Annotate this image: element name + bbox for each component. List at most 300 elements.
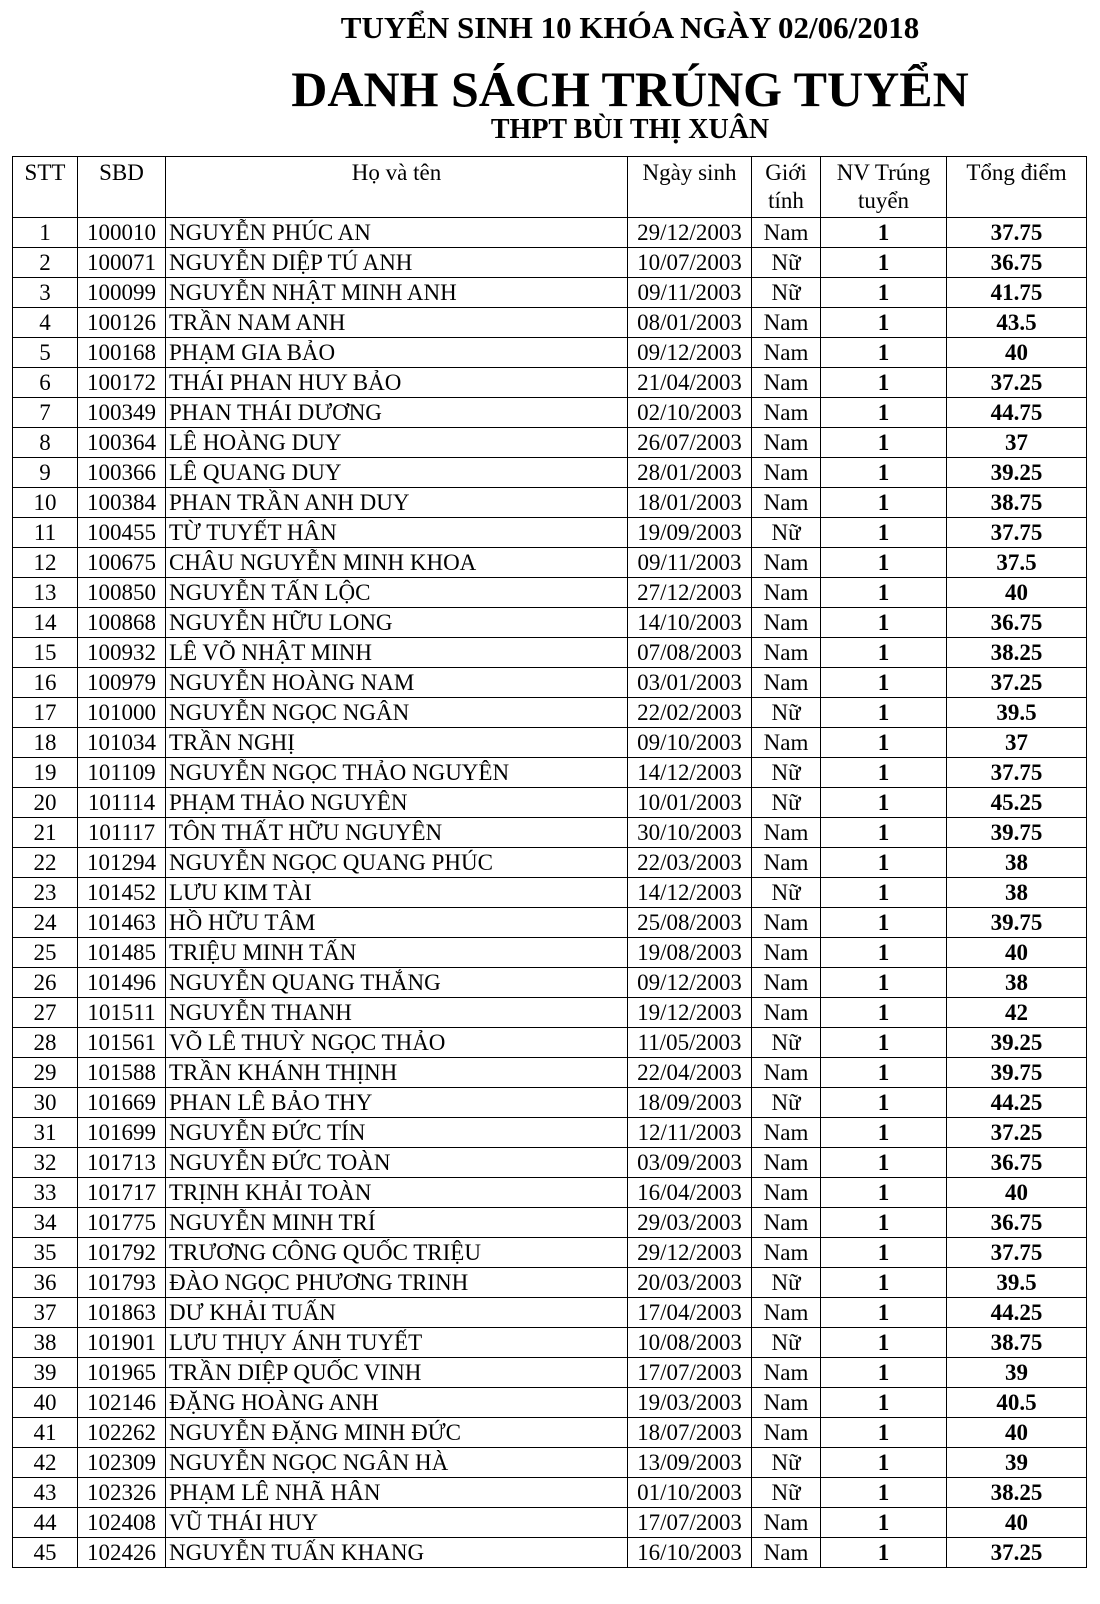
cell-stt: 28 (13, 1028, 78, 1058)
cell-gender: Nam (752, 1298, 821, 1328)
cell-dob: 22/04/2003 (628, 1058, 752, 1088)
table-row (13, 308, 1087, 338)
cell-nv: 1 (821, 578, 947, 608)
cell-sbd: 102146 (78, 1388, 166, 1418)
cell-dob: 09/10/2003 (628, 728, 752, 758)
cell-score: 38.25 (947, 638, 1087, 668)
cell-gender: Nữ (752, 788, 821, 818)
cell-name: LÊ HOÀNG DUY (166, 428, 628, 458)
table-body (13, 218, 1087, 1568)
cell-dob: 03/09/2003 (628, 1148, 752, 1178)
cell-score: 39.75 (947, 818, 1087, 848)
table-row (13, 1058, 1087, 1088)
exam-title: TUYỂN SINH 10 KHÓA NGÀY 02/06/2018 (340, 10, 920, 45)
cell-name: NGUYỄN THANH (166, 998, 628, 1028)
table-row (13, 1268, 1087, 1298)
cell-name: THÁI PHAN HUY BẢO (166, 368, 628, 398)
cell-name: LÊ VÕ NHẬT MINH (166, 638, 628, 668)
cell-gender: Nam (752, 1538, 821, 1568)
cell-sbd: 100010 (78, 218, 166, 248)
table-row (13, 1508, 1087, 1538)
cell-stt: 8 (13, 428, 78, 458)
cell-gender: Nam (752, 1058, 821, 1088)
cell-name: TRỊNH KHẢI TOÀN (166, 1178, 628, 1208)
cell-gender: Nam (752, 728, 821, 758)
cell-name: TRẦN KHÁNH THỊNH (166, 1058, 628, 1088)
cell-dob: 17/07/2003 (628, 1508, 752, 1538)
cell-score: 36.75 (947, 1148, 1087, 1178)
cell-score: 38 (947, 878, 1087, 908)
cell-sbd: 100071 (78, 248, 166, 278)
cell-nv: 1 (821, 878, 947, 908)
cell-name: NGUYỄN QUANG THẮNG (166, 968, 628, 998)
cell-score: 39.5 (947, 1268, 1087, 1298)
col-header-sbd: SBD (78, 157, 166, 218)
cell-stt: 29 (13, 1058, 78, 1088)
cell-score: 37 (947, 428, 1087, 458)
cell-gender: Nam (752, 308, 821, 338)
cell-stt: 9 (13, 458, 78, 488)
cell-stt: 33 (13, 1178, 78, 1208)
cell-name: NGUYỄN HOÀNG NAM (166, 668, 628, 698)
cell-gender: Nam (752, 368, 821, 398)
cell-name: NGUYỄN TUẤN KHANG (166, 1538, 628, 1568)
cell-nv: 1 (821, 398, 947, 428)
table-row (13, 1538, 1087, 1568)
table-row (13, 1088, 1087, 1118)
table-row (13, 668, 1087, 698)
cell-sbd: 101863 (78, 1298, 166, 1328)
col-header-nv: NV Trúng tuyển (821, 157, 947, 218)
cell-sbd: 100364 (78, 428, 166, 458)
cell-name: LƯU THỤY ÁNH TUYẾT (166, 1328, 628, 1358)
table-row (13, 518, 1087, 548)
table-row (13, 248, 1087, 278)
cell-dob: 29/12/2003 (628, 218, 752, 248)
cell-sbd: 101463 (78, 908, 166, 938)
cell-nv: 1 (821, 938, 947, 968)
cell-stt: 17 (13, 698, 78, 728)
cell-score: 39 (947, 1448, 1087, 1478)
cell-dob: 19/12/2003 (628, 998, 752, 1028)
cell-nv: 1 (821, 518, 947, 548)
cell-name: NGUYỄN NGỌC NGÂN HÀ (166, 1448, 628, 1478)
cell-name: PHẠM GIA BẢO (166, 338, 628, 368)
cell-score: 37 (947, 728, 1087, 758)
cell-nv: 1 (821, 1058, 947, 1088)
cell-gender: Nam (752, 938, 821, 968)
cell-sbd: 100099 (78, 278, 166, 308)
cell-dob: 10/01/2003 (628, 788, 752, 818)
cell-dob: 29/12/2003 (628, 1238, 752, 1268)
cell-nv: 1 (821, 278, 947, 308)
cell-score: 43.5 (947, 308, 1087, 338)
cell-name: VŨ THÁI HUY (166, 1508, 628, 1538)
cell-score: 39.5 (947, 698, 1087, 728)
cell-stt: 20 (13, 788, 78, 818)
cell-sbd: 101114 (78, 788, 166, 818)
cell-gender: Nam (752, 1238, 821, 1268)
cell-stt: 4 (13, 308, 78, 338)
cell-dob: 09/12/2003 (628, 968, 752, 998)
table-row (13, 398, 1087, 428)
cell-name: NGUYỄN NGỌC QUANG PHÚC (166, 848, 628, 878)
cell-gender: Nam (752, 1418, 821, 1448)
cell-dob: 18/09/2003 (628, 1088, 752, 1118)
cell-sbd: 101496 (78, 968, 166, 998)
cell-gender: Nam (752, 668, 821, 698)
table-row (13, 428, 1087, 458)
col-header-stt: STT (13, 157, 78, 218)
cell-score: 39.75 (947, 1058, 1087, 1088)
cell-stt: 41 (13, 1418, 78, 1448)
cell-name: NGUYỄN ĐỨC TOÀN (166, 1148, 628, 1178)
cell-dob: 12/11/2003 (628, 1118, 752, 1148)
cell-score: 39 (947, 1358, 1087, 1388)
table-row (13, 1238, 1087, 1268)
cell-nv: 1 (821, 1358, 947, 1388)
cell-sbd: 101775 (78, 1208, 166, 1238)
cell-stt: 11 (13, 518, 78, 548)
cell-dob: 13/09/2003 (628, 1448, 752, 1478)
cell-dob: 14/12/2003 (628, 878, 752, 908)
cell-name: NGUYỄN TẤN LỘC (166, 578, 628, 608)
cell-name: NGUYỄN NGỌC NGÂN (166, 698, 628, 728)
cell-stt: 24 (13, 908, 78, 938)
cell-nv: 1 (821, 1238, 947, 1268)
cell-gender: Nữ (752, 1448, 821, 1478)
cell-stt: 38 (13, 1328, 78, 1358)
cell-dob: 07/08/2003 (628, 638, 752, 668)
cell-stt: 25 (13, 938, 78, 968)
cell-sbd: 100366 (78, 458, 166, 488)
cell-dob: 22/02/2003 (628, 698, 752, 728)
cell-gender: Nam (752, 1178, 821, 1208)
cell-gender: Nam (752, 1358, 821, 1388)
cell-score: 40.5 (947, 1388, 1087, 1418)
cell-dob: 03/01/2003 (628, 668, 752, 698)
table-row (13, 848, 1087, 878)
cell-sbd: 101669 (78, 1088, 166, 1118)
cell-name: TRIỆU MINH TẤN (166, 938, 628, 968)
cell-dob: 09/12/2003 (628, 338, 752, 368)
cell-stt: 23 (13, 878, 78, 908)
cell-stt: 6 (13, 368, 78, 398)
cell-sbd: 101485 (78, 938, 166, 968)
cell-score: 36.75 (947, 248, 1087, 278)
cell-dob: 16/04/2003 (628, 1178, 752, 1208)
cell-nv: 1 (821, 1298, 947, 1328)
cell-gender: Nam (752, 428, 821, 458)
cell-dob: 21/04/2003 (628, 368, 752, 398)
cell-nv: 1 (821, 818, 947, 848)
cell-sbd: 100675 (78, 548, 166, 578)
cell-sbd: 101793 (78, 1268, 166, 1298)
cell-gender: Nam (752, 818, 821, 848)
cell-nv: 1 (821, 428, 947, 458)
cell-sbd: 100168 (78, 338, 166, 368)
cell-score: 39.25 (947, 458, 1087, 488)
cell-sbd: 100932 (78, 638, 166, 668)
cell-name: NGUYỄN PHÚC AN (166, 218, 628, 248)
cell-sbd: 101109 (78, 758, 166, 788)
table-header-row (13, 157, 1087, 218)
cell-dob: 18/07/2003 (628, 1418, 752, 1448)
cell-name: HỒ HỮU TÂM (166, 908, 628, 938)
cell-gender: Nam (752, 968, 821, 998)
cell-sbd: 100455 (78, 518, 166, 548)
cell-stt: 42 (13, 1448, 78, 1478)
cell-score: 40 (947, 338, 1087, 368)
cell-gender: Nam (752, 398, 821, 428)
cell-name: ĐÀO NGỌC PHƯƠNG TRINH (166, 1268, 628, 1298)
cell-score: 37.25 (947, 1538, 1087, 1568)
cell-gender: Nam (752, 1388, 821, 1418)
cell-stt: 35 (13, 1238, 78, 1268)
cell-stt: 45 (13, 1538, 78, 1568)
cell-score: 40 (947, 578, 1087, 608)
cell-stt: 22 (13, 848, 78, 878)
cell-sbd: 101901 (78, 1328, 166, 1358)
cell-nv: 1 (821, 248, 947, 278)
cell-nv: 1 (821, 908, 947, 938)
cell-dob: 26/07/2003 (628, 428, 752, 458)
cell-name: NGUYỄN NGỌC THẢO NGUYÊN (166, 758, 628, 788)
cell-name: TÔN THẤT HỮU NGUYÊN (166, 818, 628, 848)
cell-name: NGUYỄN HỮU LONG (166, 608, 628, 638)
cell-score: 37.75 (947, 218, 1087, 248)
cell-dob: 18/01/2003 (628, 488, 752, 518)
cell-gender: Nữ (752, 1028, 821, 1058)
cell-nv: 1 (821, 758, 947, 788)
cell-stt: 3 (13, 278, 78, 308)
cell-nv: 1 (821, 1388, 947, 1418)
cell-score: 39.25 (947, 1028, 1087, 1058)
cell-stt: 13 (13, 578, 78, 608)
cell-name: PHẠM LÊ NHÃ HÂN (166, 1478, 628, 1508)
cell-sbd: 101561 (78, 1028, 166, 1058)
cell-dob: 10/08/2003 (628, 1328, 752, 1358)
table-row (13, 1388, 1087, 1418)
cell-nv: 1 (821, 1148, 947, 1178)
table-row (13, 788, 1087, 818)
cell-nv: 1 (821, 1508, 947, 1538)
table-row (13, 908, 1087, 938)
cell-nv: 1 (821, 1178, 947, 1208)
cell-nv: 1 (821, 668, 947, 698)
cell-dob: 09/11/2003 (628, 278, 752, 308)
cell-name: PHẠM THẢO NGUYÊN (166, 788, 628, 818)
cell-name: TRƯƠNG CÔNG QUỐC TRIỆU (166, 1238, 628, 1268)
table-row (13, 878, 1087, 908)
cell-sbd: 101792 (78, 1238, 166, 1268)
cell-stt: 36 (13, 1268, 78, 1298)
cell-dob: 11/05/2003 (628, 1028, 752, 1058)
cell-dob: 09/11/2003 (628, 548, 752, 578)
cell-nv: 1 (821, 1028, 947, 1058)
cell-nv: 1 (821, 1448, 947, 1478)
cell-stt: 39 (13, 1358, 78, 1388)
cell-nv: 1 (821, 728, 947, 758)
admission-table (12, 156, 1087, 1568)
cell-score: 37.75 (947, 518, 1087, 548)
cell-stt: 7 (13, 398, 78, 428)
cell-name: NGUYỄN NHẬT MINH ANH (166, 278, 628, 308)
table-row (13, 578, 1087, 608)
table-row (13, 1358, 1087, 1388)
cell-nv: 1 (821, 788, 947, 818)
cell-nv: 1 (821, 1208, 947, 1238)
cell-score: 38.75 (947, 1328, 1087, 1358)
cell-name: PHAN THÁI DƯƠNG (166, 398, 628, 428)
cell-nv: 1 (821, 1268, 947, 1298)
cell-sbd: 101965 (78, 1358, 166, 1388)
cell-dob: 14/12/2003 (628, 758, 752, 788)
cell-dob: 29/03/2003 (628, 1208, 752, 1238)
cell-dob: 22/03/2003 (628, 848, 752, 878)
cell-nv: 1 (821, 488, 947, 518)
cell-name: NGUYỄN ĐỨC TÍN (166, 1118, 628, 1148)
cell-gender: Nữ (752, 1478, 821, 1508)
cell-stt: 1 (13, 218, 78, 248)
cell-name: TỪ TUYẾT HÂN (166, 518, 628, 548)
table-row (13, 1208, 1087, 1238)
col-header-dob: Ngày sinh (628, 157, 752, 218)
cell-gender: Nam (752, 488, 821, 518)
cell-stt: 2 (13, 248, 78, 278)
cell-name: CHÂU NGUYỄN MINH KHOA (166, 548, 628, 578)
cell-score: 37.25 (947, 1118, 1087, 1148)
cell-nv: 1 (821, 998, 947, 1028)
cell-dob: 19/09/2003 (628, 518, 752, 548)
cell-name: ĐẶNG HOÀNG ANH (166, 1388, 628, 1418)
cell-gender: Nam (752, 608, 821, 638)
cell-stt: 44 (13, 1508, 78, 1538)
cell-stt: 5 (13, 338, 78, 368)
cell-stt: 14 (13, 608, 78, 638)
cell-score: 44.25 (947, 1088, 1087, 1118)
table-row (13, 698, 1087, 728)
school-name: THPT BÙI THỊ XUÂN (490, 114, 770, 145)
cell-score: 38 (947, 848, 1087, 878)
cell-sbd: 102309 (78, 1448, 166, 1478)
cell-nv: 1 (821, 1328, 947, 1358)
table-row (13, 818, 1087, 848)
table-row (13, 458, 1087, 488)
cell-score: 38 (947, 968, 1087, 998)
cell-stt: 40 (13, 1388, 78, 1418)
cell-gender: Nữ (752, 698, 821, 728)
cell-gender: Nữ (752, 1088, 821, 1118)
col-header-name: Họ và tên (166, 157, 628, 218)
table-row (13, 218, 1087, 248)
cell-dob: 27/12/2003 (628, 578, 752, 608)
cell-gender: Nữ (752, 758, 821, 788)
cell-stt: 18 (13, 728, 78, 758)
cell-nv: 1 (821, 848, 947, 878)
cell-score: 40 (947, 938, 1087, 968)
cell-stt: 37 (13, 1298, 78, 1328)
cell-name: NGUYỄN ĐẶNG MINH ĐỨC (166, 1418, 628, 1448)
cell-stt: 30 (13, 1088, 78, 1118)
cell-nv: 1 (821, 218, 947, 248)
cell-gender: Nam (752, 998, 821, 1028)
cell-nv: 1 (821, 458, 947, 488)
cell-sbd: 101117 (78, 818, 166, 848)
cell-score: 44.75 (947, 398, 1087, 428)
cell-stt: 32 (13, 1148, 78, 1178)
cell-sbd: 100384 (78, 488, 166, 518)
table-row (13, 1418, 1087, 1448)
cell-score: 36.75 (947, 1208, 1087, 1238)
table-row (13, 1448, 1087, 1478)
cell-dob: 17/07/2003 (628, 1358, 752, 1388)
cell-score: 41.75 (947, 278, 1087, 308)
cell-stt: 26 (13, 968, 78, 998)
cell-gender: Nam (752, 1508, 821, 1538)
cell-score: 39.75 (947, 908, 1087, 938)
cell-name: NGUYỄN DIỆP TÚ ANH (166, 248, 628, 278)
cell-stt: 34 (13, 1208, 78, 1238)
cell-stt: 19 (13, 758, 78, 788)
cell-dob: 14/10/2003 (628, 608, 752, 638)
cell-gender: Nam (752, 338, 821, 368)
cell-stt: 27 (13, 998, 78, 1028)
cell-name: LÊ QUANG DUY (166, 458, 628, 488)
table-row (13, 728, 1087, 758)
cell-sbd: 101717 (78, 1178, 166, 1208)
cell-dob: 17/04/2003 (628, 1298, 752, 1328)
cell-sbd: 100868 (78, 608, 166, 638)
cell-sbd: 100126 (78, 308, 166, 338)
table-row (13, 338, 1087, 368)
cell-stt: 43 (13, 1478, 78, 1508)
table-row (13, 1148, 1087, 1178)
cell-gender: Nam (752, 578, 821, 608)
cell-dob: 16/10/2003 (628, 1538, 752, 1568)
cell-score: 40 (947, 1178, 1087, 1208)
cell-gender: Nam (752, 218, 821, 248)
cell-sbd: 100979 (78, 668, 166, 698)
cell-gender: Nữ (752, 248, 821, 278)
cell-score: 36.75 (947, 608, 1087, 638)
cell-dob: 10/07/2003 (628, 248, 752, 278)
cell-gender: Nữ (752, 878, 821, 908)
cell-gender: Nam (752, 638, 821, 668)
cell-name: DƯ KHẢI TUẤN (166, 1298, 628, 1328)
cell-score: 42 (947, 998, 1087, 1028)
list-title: DANH SÁCH TRÚNG TUYỂN (291, 61, 969, 117)
cell-sbd: 102408 (78, 1508, 166, 1538)
cell-nv: 1 (821, 1478, 947, 1508)
cell-dob: 20/03/2003 (628, 1268, 752, 1298)
cell-sbd: 101034 (78, 728, 166, 758)
table-row (13, 938, 1087, 968)
cell-dob: 28/01/2003 (628, 458, 752, 488)
cell-score: 37.25 (947, 668, 1087, 698)
cell-gender: Nam (752, 1118, 821, 1148)
cell-gender: Nam (752, 1208, 821, 1238)
cell-gender: Nữ (752, 1268, 821, 1298)
cell-score: 38.75 (947, 488, 1087, 518)
cell-score: 37.5 (947, 548, 1087, 578)
cell-stt: 31 (13, 1118, 78, 1148)
cell-gender: Nam (752, 1148, 821, 1178)
cell-nv: 1 (821, 368, 947, 398)
cell-sbd: 102262 (78, 1418, 166, 1448)
table-row (13, 1028, 1087, 1058)
cell-name: NGUYỄN MINH TRÍ (166, 1208, 628, 1238)
